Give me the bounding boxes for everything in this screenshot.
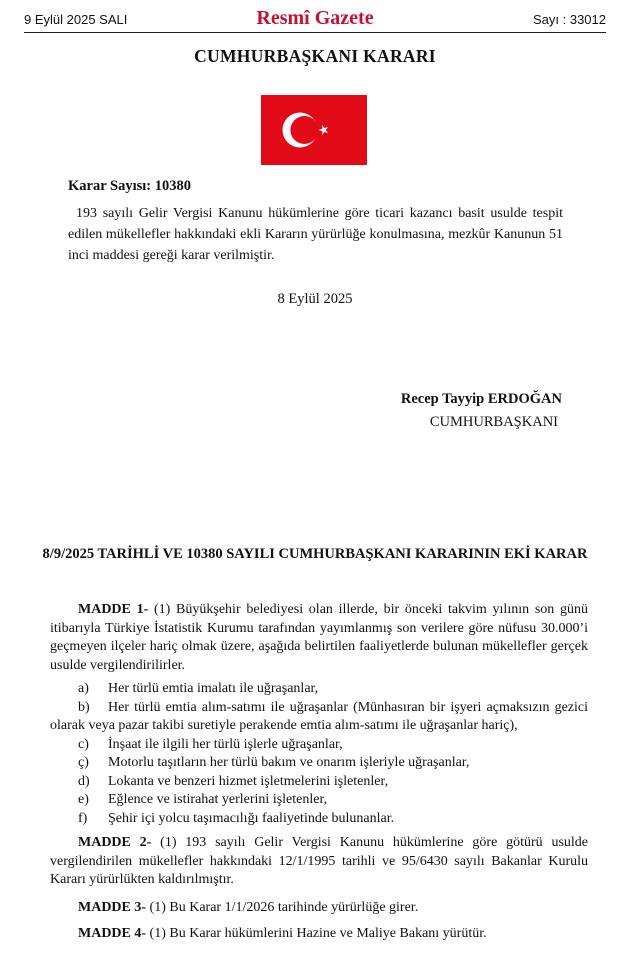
list-item-label: e) <box>78 792 89 807</box>
list-item <box>50 773 588 792</box>
article-4-text: (1) Bu Karar hükümlerini Hazine ve Maliye Bakanı yürütür. <box>146 926 487 941</box>
list-item-text: Eğlence ve istirahat yerlerini işletenler, <box>108 792 328 807</box>
list-item <box>50 810 588 829</box>
list-item-label: c) <box>78 736 89 752</box>
gazette-name: Resmî Gazete <box>256 7 374 29</box>
issue-number: Sayı : 33012 <box>533 12 606 27</box>
article-2-label: MADDE 2- <box>78 835 152 850</box>
list-item-text: Şehir içi yolcu taşımacılığı faaliyetinde bulunanlar. <box>108 810 395 826</box>
article-1 <box>50 601 588 675</box>
list-item <box>50 680 588 699</box>
turkish-flag-icon <box>261 95 367 165</box>
decree-date: 8 Eylül 2025 <box>277 291 353 307</box>
signer-title: CUMHURBAŞKANI <box>429 414 558 430</box>
list-item <box>50 791 588 810</box>
article-4-label: MADDE 4- <box>78 926 147 941</box>
article-1-label: MADDE 1- <box>78 602 149 617</box>
list-item <box>50 736 588 755</box>
article-3 <box>50 899 588 918</box>
list-item-text: İnşaat ile ilgili her türlü işlerle uğraşanlar, <box>108 736 343 752</box>
annex-title: 8/9/2025 TARİHLİ VE 10380 SAYILI CUMHURBAŞKANI KARARININ EKİ KARAR <box>42 546 588 562</box>
article-4 <box>50 925 588 944</box>
list-item-text: Motorlu taşıtların her türlü bakım ve onarım işleriyle uğraşanlar, <box>108 755 470 770</box>
list-item <box>50 754 588 773</box>
decree-number: Karar Sayısı: 10380 <box>68 178 191 194</box>
article-3-text: (1) Bu Karar 1/1/2026 tarihinde yürürlüğe girer. <box>146 900 419 915</box>
list-item-label: a) <box>78 681 89 696</box>
article-2-text: (1) 193 sayılı Gelir Vergisi Kanunu hükümlerine göre götürü usulde vergilendirilen mükellefler hakkındaki 12/1/1995 tarihli ve 95/6430 sayılı Bakanlar Kurulu Kararı yürürlükten kaldırılmıştır. <box>50 835 589 887</box>
intro-paragraph: 193 sayılı Gelir Vergisi Kanunu hükümlerine göre ticari kazancı basit usulde tespit edilen mükellefler hakkındaki ekli Kararın yürürlüğe konulmasına, mezkûr Kanunun 51 inci maddesi gereği karar verilmiştir. <box>68 206 563 263</box>
list-item-text: Lokanta ve benzeri hizmet işletmelerini işletenler, <box>108 773 389 789</box>
article-2 <box>50 834 588 890</box>
issue-date: 9 Eylül 2025 SALI <box>24 12 128 27</box>
list-item-label: ç) <box>78 755 89 770</box>
article-1-text: (1) Büyükşehir belediyesi olan illerde, bir önceki takvim yılının son günü itibarıyla Türkiye İstatistik Kurumu tarafından yayımlanmış son verilere göre nüfusu 30.000’i geçmeyen ilçeler hariç olmak üzere, aşağıda belirtilen faaliyetlerde bulunan mükellefler gerçek usulde vergilendirilirler. <box>50 602 589 673</box>
list-item-label: b) <box>78 699 90 715</box>
gazette-header <box>24 6 606 33</box>
list-item-label: d) <box>78 773 90 789</box>
list-item-text: Her türlü emtia alım-satımı ile uğraşanlar (Münhasıran bir işyeri açmaksızın gezici olarak veya pazar takibi suretiyle perakende emtia alım-satımı ile uğraşanlar hariç), <box>50 699 588 733</box>
list-item-text: Her türlü emtia imalatı ile uğraşanlar, <box>108 681 319 696</box>
signer-name: Recep Tayyip ERDOĞAN <box>400 391 562 407</box>
document-title: CUMHURBAŞKANI KARARI <box>194 46 436 66</box>
list-item-label: f) <box>78 810 88 826</box>
activity-list <box>50 680 588 828</box>
list-item <box>50 699 588 736</box>
article-3-label: MADDE 3- <box>78 900 147 915</box>
